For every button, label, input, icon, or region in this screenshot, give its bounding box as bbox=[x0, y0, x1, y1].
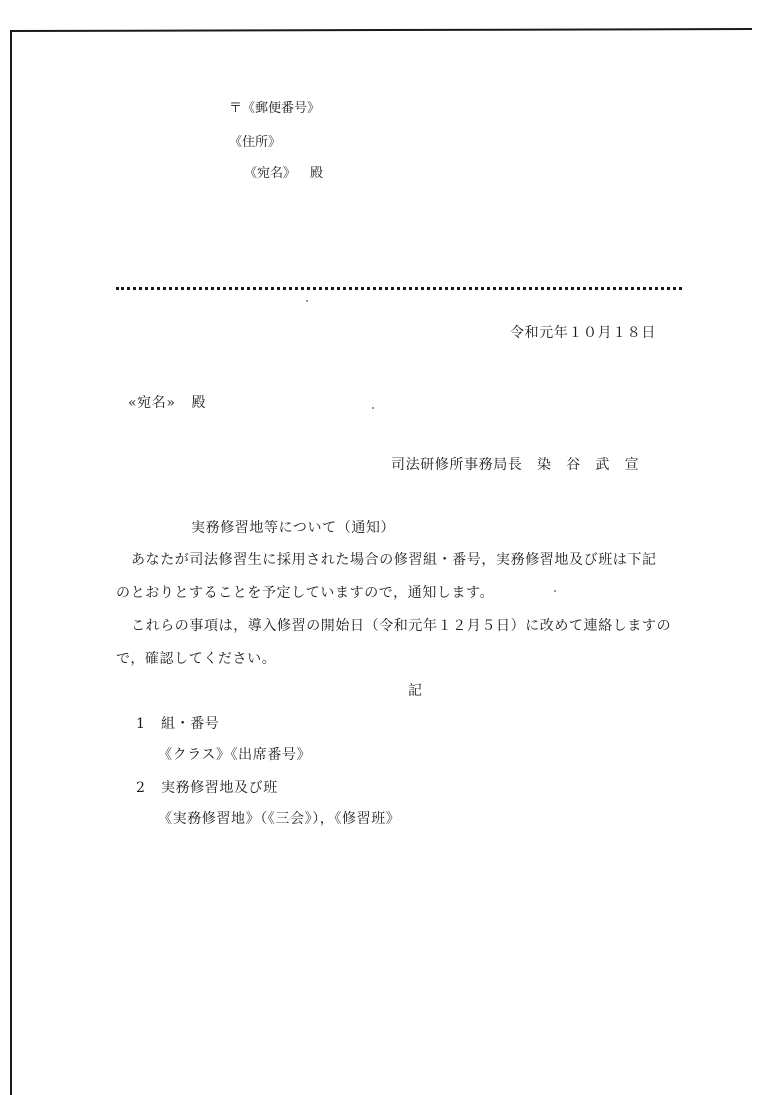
item-1-number: 1 bbox=[136, 716, 146, 732]
paragraph-2-line-1: これらの事項は，導入修習の開始日（令和元年１２月５日）に改めて連絡しますの bbox=[131, 618, 672, 634]
paragraph-1-line-1: あなたが司法修習生に採用された場合の修習組・番号，実務修習地及び班は下記 bbox=[131, 552, 657, 568]
postal-code-placeholder: 〒《郵便番号》 bbox=[229, 101, 321, 116]
page-left-border bbox=[10, 31, 12, 1095]
letter-date: 令和元年１０月１８日 bbox=[510, 325, 656, 341]
scan-speck bbox=[306, 300, 308, 302]
item-2-heading: 実務修習地及び班 bbox=[161, 780, 278, 796]
item-1-heading: 組・番号 bbox=[161, 716, 220, 732]
ki-heading: 記 bbox=[408, 683, 423, 699]
envelope-recipient-name: 《宛名》 bbox=[244, 166, 297, 181]
letter-honorific: 殿 bbox=[191, 395, 207, 411]
paragraph-2-line-2: で，確認してください。 bbox=[116, 651, 277, 667]
scan-speck bbox=[372, 407, 374, 409]
scan-speck bbox=[554, 590, 556, 592]
letter-recipient-name: «宛名» bbox=[128, 395, 176, 411]
letter-subject: 実務修習地等について（通知） bbox=[191, 520, 396, 536]
envelope-honorific: 殿 bbox=[310, 166, 324, 181]
page-top-border bbox=[10, 28, 752, 32]
letter-recipient bbox=[128, 396, 206, 410]
letter-sender: 司法研修所事務局長 染 谷 武 宣 bbox=[391, 457, 640, 473]
item-2-value: 《実務修習地》（《三会》），《修習班》 bbox=[158, 811, 401, 827]
dotted-separator-line bbox=[116, 287, 682, 290]
item-1-value: 《クラス》《出席番号》 bbox=[158, 747, 312, 763]
item-2-number: 2 bbox=[136, 780, 146, 796]
envelope-recipient bbox=[244, 167, 323, 180]
address-placeholder: 《住所》 bbox=[229, 135, 282, 150]
paragraph-1-line-2: のとおりとすることを予定していますので，通知します。 bbox=[116, 585, 495, 601]
